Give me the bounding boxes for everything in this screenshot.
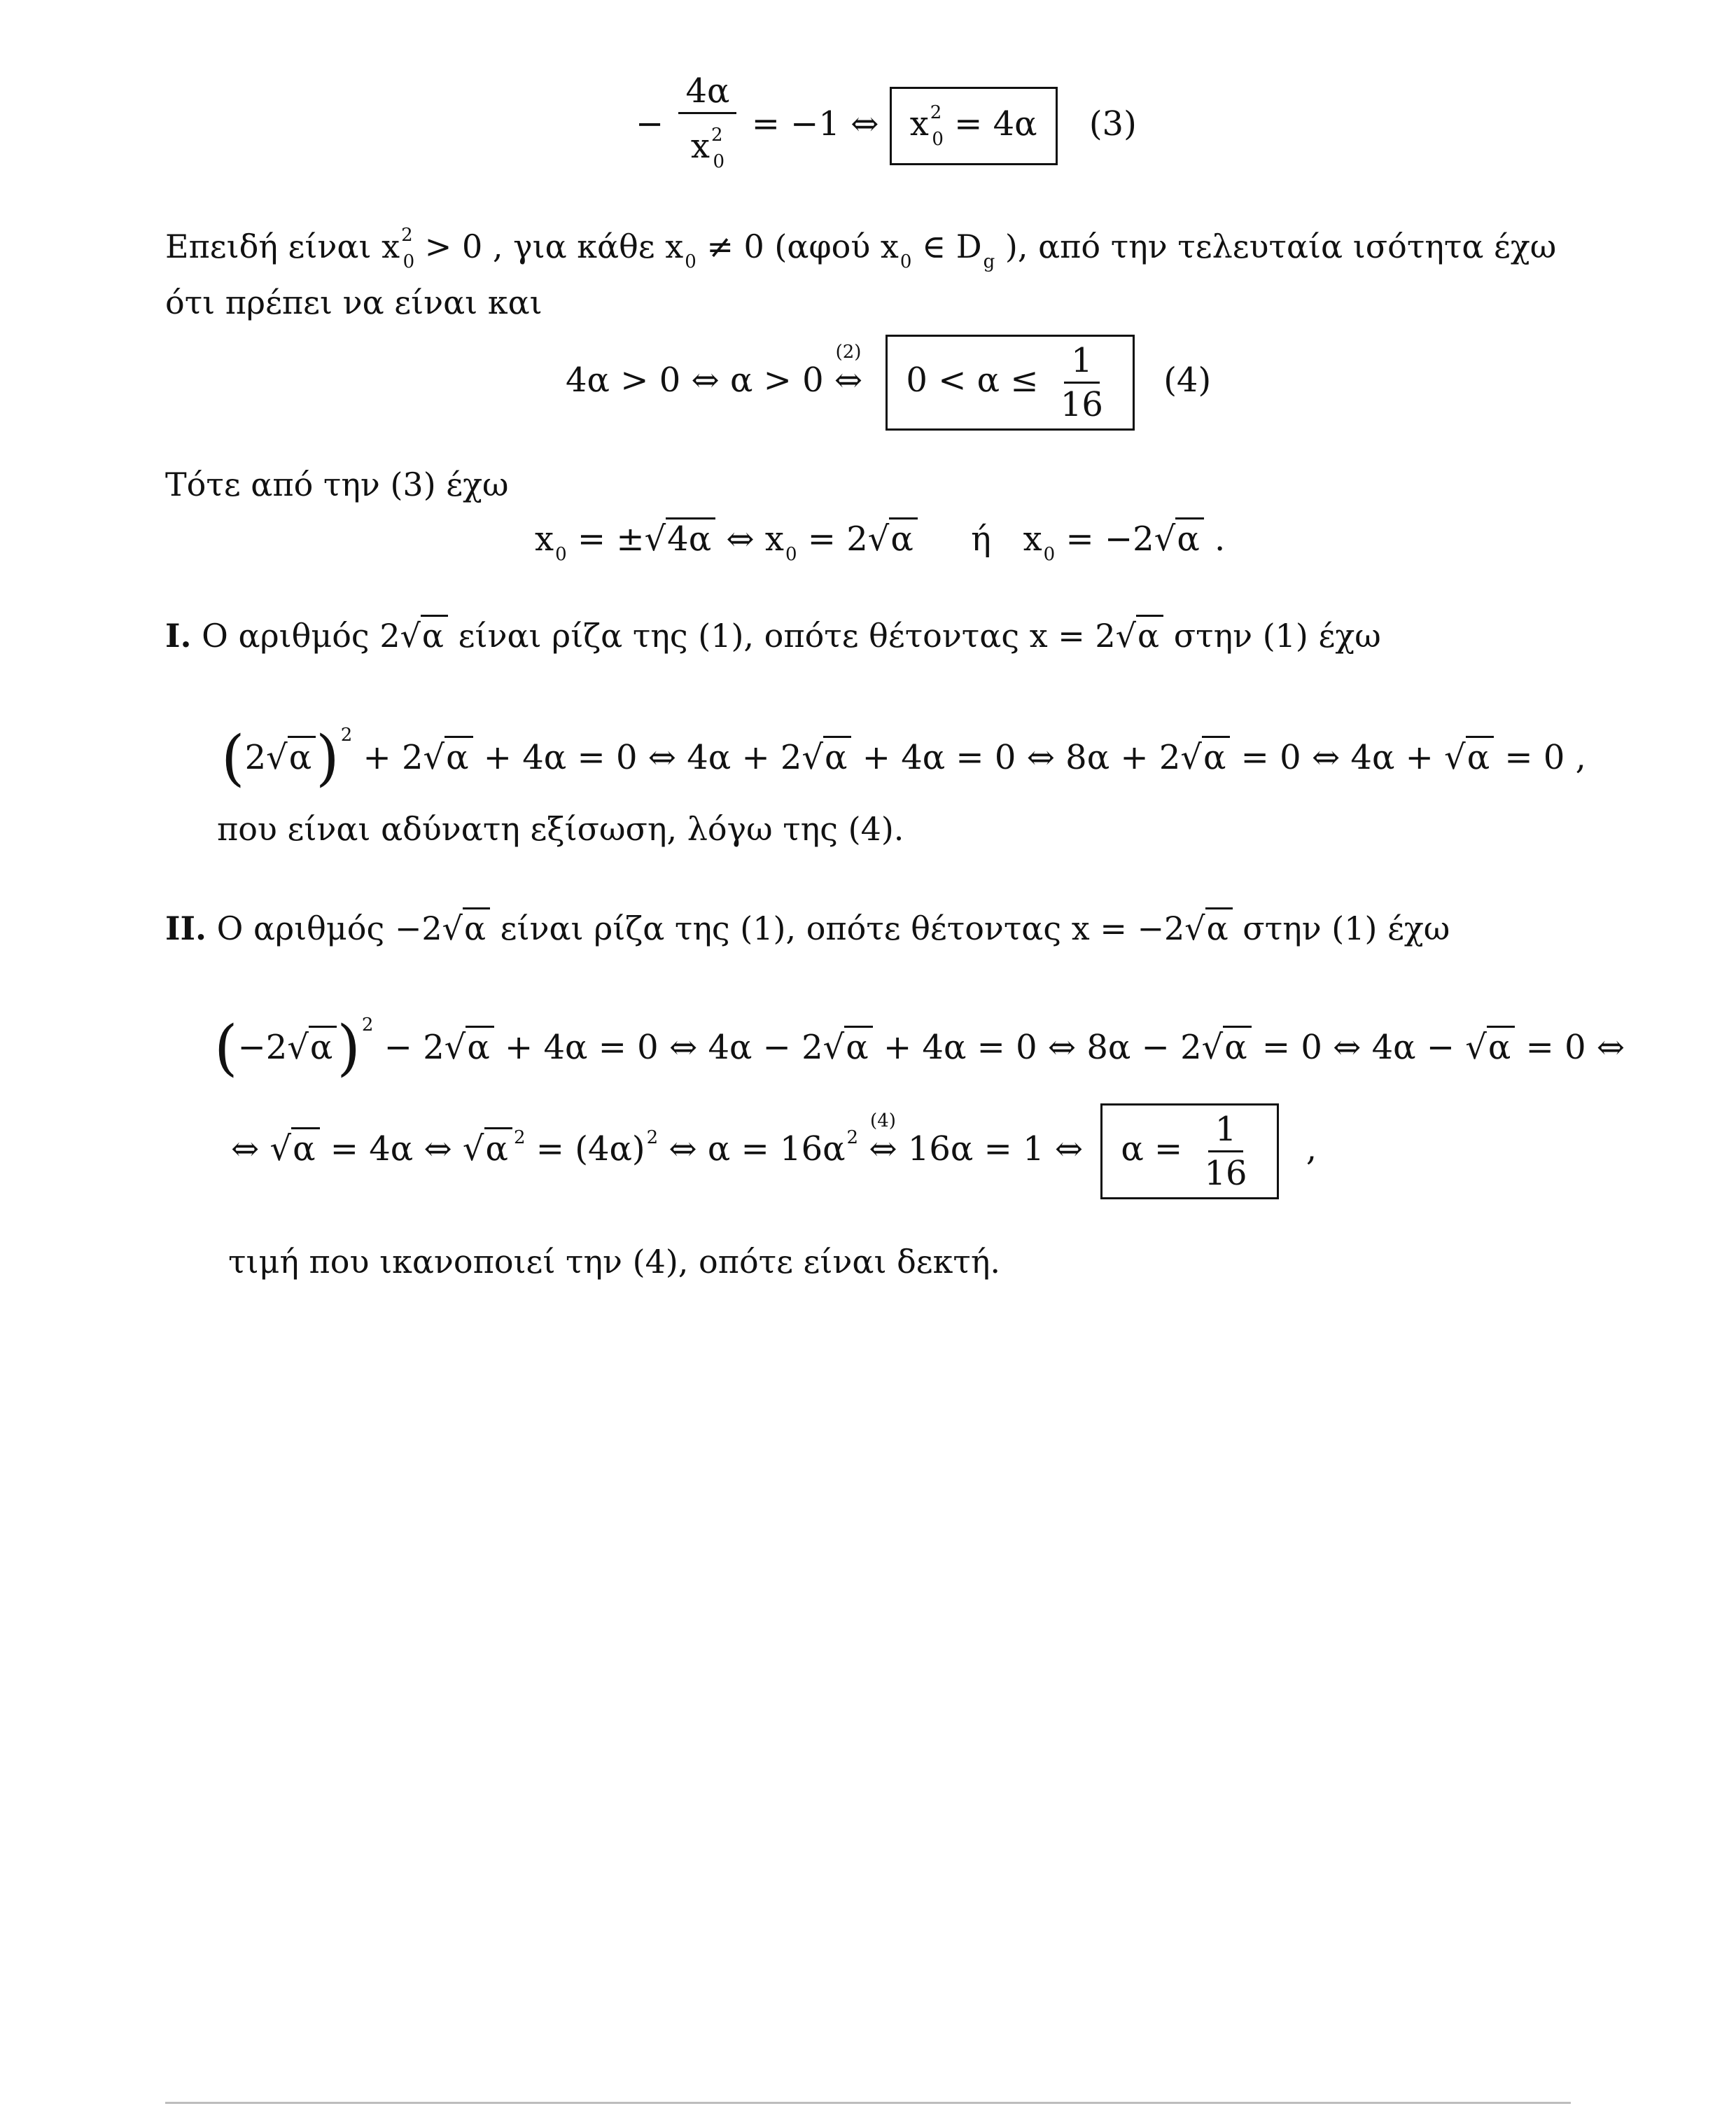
radicand: α	[1136, 615, 1163, 655]
radicand: α	[844, 1026, 872, 1067]
frac-num: 1	[1208, 1108, 1244, 1152]
fraction-numerator: 4α	[678, 70, 736, 114]
sqrt-a: √α	[424, 737, 473, 779]
den-sub: 0	[713, 151, 725, 172]
sqrt-a: √α	[1180, 737, 1230, 779]
box-rhs: = 4α	[954, 104, 1037, 144]
over-tag-4: (4)	[870, 1110, 896, 1131]
fraction-1-over-16	[1054, 340, 1110, 426]
sqrt-a: √α	[1444, 737, 1494, 779]
box-base: x	[909, 104, 929, 144]
radicand: α	[463, 907, 490, 947]
eqii2-b: = 4α ⇔	[319, 1129, 463, 1169]
frac-den: 16	[1204, 1154, 1247, 1193]
box-sub: 0	[932, 129, 944, 150]
radicand: α	[288, 736, 316, 777]
paren-sup: 2	[361, 1014, 374, 1035]
minus-sign: −	[636, 104, 664, 144]
fraction-denominator	[684, 114, 732, 183]
p1-c-sub: 0	[899, 251, 912, 272]
sqrt-a: √α	[266, 737, 316, 779]
eqi-d: = 0 ⇔ 4α +	[1230, 738, 1445, 777]
paren-sup: 2	[340, 725, 353, 746]
x-var: x	[535, 519, 554, 559]
case-ii-a: Ο αριθμός −2	[206, 909, 442, 947]
eq5-c: = 2	[797, 519, 868, 559]
radicand: α	[444, 736, 472, 777]
equation-case-ii	[214, 1004, 1625, 1083]
eq5-d: ή x	[917, 519, 1042, 559]
box4-lhs: 0 < α ≤	[906, 361, 1039, 400]
eq5-b: ⇔ x	[715, 519, 784, 559]
eqi-a: + 2	[352, 738, 424, 777]
eq5-b-sub: 0	[785, 544, 797, 565]
radicand: α	[291, 1127, 319, 1169]
radicand: α	[1487, 1026, 1515, 1067]
radicand: α	[823, 736, 851, 777]
equation-rhs: = −1 ⇔	[751, 104, 879, 144]
box-sup: 2	[930, 102, 942, 123]
radicand: 4α	[666, 517, 715, 559]
pII-text: τιμή που ικανοποιεί την (4), οπότε είναι δεκτή.	[228, 1243, 1001, 1281]
sqrt-a: √α	[1184, 909, 1232, 948]
p1-b-sub: 0	[685, 251, 696, 272]
over-tag-2: (2)	[835, 342, 862, 363]
box-a-lhs: α =	[1121, 1129, 1183, 1169]
equation-case-i	[221, 714, 1586, 793]
left-paren: (	[221, 723, 245, 793]
den-sup: 2	[710, 125, 723, 146]
frac-den: 16	[1060, 385, 1103, 424]
radicand: α	[465, 1026, 493, 1067]
sup-2: 2	[646, 1127, 659, 1148]
sqrt-a: √α	[1116, 616, 1163, 655]
sup-2: 2	[513, 1127, 526, 1148]
sqrt-a: √α	[868, 518, 918, 560]
equation-tag-3: (3)	[1088, 104, 1137, 144]
equation-roots	[535, 518, 1225, 576]
radicand: α	[1223, 1026, 1251, 1067]
sqrt-a: √α	[442, 909, 490, 948]
boxed-result-3	[890, 87, 1058, 165]
eq4-lhs: 4α > 0 ⇔ α > 0	[566, 361, 824, 400]
equation-3	[636, 70, 1137, 183]
frac-num: 1	[1064, 340, 1100, 384]
equation-case-ii-solution	[231, 1103, 1317, 1199]
case-i-c: στην (1) έχω	[1163, 617, 1381, 655]
trailing-comma: ,	[1295, 1129, 1317, 1169]
paragraph-since-positive	[165, 216, 1556, 281]
equation-4	[566, 335, 1211, 431]
paragraph-accepted	[228, 1242, 1000, 1281]
radicand: α	[889, 517, 917, 559]
p2-text: ότι πρέπει να είναι και	[165, 284, 542, 321]
p1-sub: 0	[402, 251, 415, 272]
fraction-1-over-16	[1198, 1108, 1254, 1194]
iff-arrow: ⇔	[834, 361, 863, 400]
den-base: x	[690, 127, 710, 166]
sqrt-a: √α	[1465, 1026, 1515, 1068]
p1-e: ), από την τελευταία ισότητα έχω	[995, 228, 1557, 265]
case-i-b: είναι ρίζα της (1), οπότε θέτοντας x = 2	[447, 617, 1116, 655]
sqrt-a: √α	[1154, 518, 1204, 560]
radicand: α	[1205, 907, 1233, 947]
sqrt-a: √α	[823, 1026, 873, 1068]
eqii2-d: ⇔ α = 16α	[658, 1129, 846, 1169]
eqii-e: = 0 ⇔	[1515, 1028, 1625, 1067]
p1-d: ∈ D	[911, 228, 982, 265]
left-paren: (	[214, 1013, 238, 1083]
sqrt-a: √α	[400, 616, 448, 655]
eqii2-e: 16α = 1 ⇔	[897, 1129, 1084, 1169]
eq5-e: = −2	[1055, 519, 1154, 559]
eqi-e: = 0 ,	[1494, 738, 1586, 777]
case-i-a: Ο αριθμός 2	[191, 617, 400, 655]
eqii2-c: = (4α)	[525, 1129, 645, 1169]
p1-b: > 0 , για κάθε x	[414, 228, 684, 265]
paragraph-must-be	[165, 283, 542, 322]
case-ii-intro	[165, 909, 1450, 948]
p1-a: Επειδή είναι x	[165, 228, 400, 265]
implies-by-4	[869, 1110, 897, 1170]
case-ii-b: είναι ρίζα της (1), οπότε θέτοντας x = −2	[490, 909, 1185, 947]
p1-d-sub: g	[983, 251, 995, 272]
fraction-4a-over-x0sq	[678, 70, 736, 183]
eq5-d-sub: 0	[1043, 544, 1056, 565]
paragraph-impossible	[217, 809, 904, 849]
radicand: α	[1175, 517, 1203, 559]
sqrt-a: √α	[287, 1026, 337, 1068]
case-ii-c: στην (1) έχω	[1232, 909, 1450, 947]
radicand: α	[484, 1127, 512, 1169]
radicand: α	[309, 1026, 337, 1067]
eqii2-a: ⇔	[231, 1129, 270, 1169]
inner-coef: −2	[237, 1028, 288, 1067]
implies-by-2	[834, 342, 863, 401]
sqrt-4a: √4α	[645, 518, 716, 560]
iff-arrow: ⇔	[869, 1129, 897, 1169]
radicand: α	[1466, 736, 1494, 777]
right-paren: )	[337, 1013, 360, 1083]
radicand: α	[1202, 736, 1230, 777]
eqi-b: + 4α = 0 ⇔ 4α + 2	[472, 738, 802, 777]
eq5-a: = ±	[566, 519, 645, 559]
sqrt-a: √α	[270, 1128, 319, 1170]
equation-tag-4: (4)	[1163, 361, 1212, 400]
case-ii-label: II.	[165, 909, 207, 947]
right-paren: )	[316, 723, 340, 793]
boxed-result-a	[1100, 1103, 1278, 1199]
eqii-b: + 4α = 0 ⇔ 4α − 2	[493, 1028, 823, 1067]
inner-coef: 2	[244, 738, 267, 777]
radicand: α	[421, 615, 448, 655]
boxed-result-4	[886, 335, 1135, 431]
footer-rule	[165, 2102, 1571, 2104]
eq5-f: .	[1203, 519, 1226, 559]
p3-text: Τότε από την (3) έχω	[165, 466, 509, 503]
eqii-a: − 2	[373, 1028, 444, 1067]
case-i-label: I.	[165, 617, 192, 655]
sqrt-a: √α	[1202, 1026, 1252, 1068]
sqrt-a: √α	[444, 1026, 494, 1068]
paragraph-then-from-3	[165, 465, 508, 504]
eqii-c: + 4α = 0 ⇔ 8α − 2	[872, 1028, 1202, 1067]
p1-sup: 2	[401, 225, 413, 246]
eqi-c: + 4α = 0 ⇔ 8α + 2	[851, 738, 1181, 777]
x-sub: 0	[555, 544, 567, 565]
p1-c: ≠ 0 (αφού x	[696, 228, 899, 265]
sqrt-a: √α	[463, 1128, 512, 1170]
pI-text: που είναι αδύνατη εξίσωση, λόγω της (4).	[217, 810, 904, 848]
sup-2: 2	[846, 1127, 859, 1148]
eqii-d: = 0 ⇔ 4α −	[1251, 1028, 1466, 1067]
sqrt-a: √α	[802, 737, 851, 779]
case-i-intro	[165, 616, 1381, 655]
